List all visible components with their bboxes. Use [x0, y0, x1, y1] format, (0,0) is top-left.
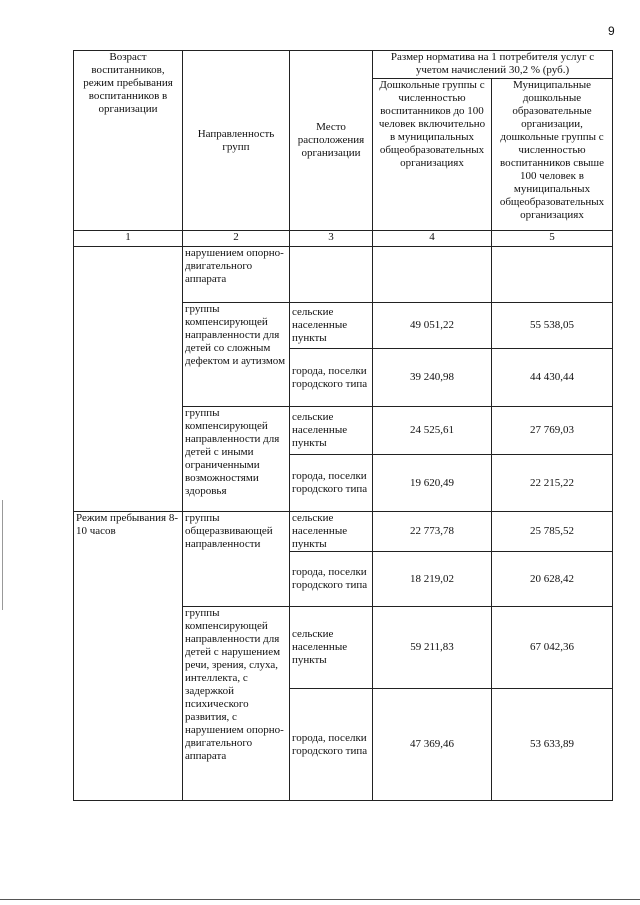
value-autism-rural-4: 49 051,22	[373, 303, 492, 349]
col-number-5: 5	[492, 231, 613, 247]
col-number-1: 1	[74, 231, 183, 247]
value-empty-5	[492, 247, 613, 303]
header-col4: Дошкольные группы с численностью воспитанников до 100 человек включительно в муниципальных общеобразовательных организациях	[373, 79, 492, 231]
location-rural: сельские населенные пункты	[290, 512, 373, 552]
value-other-rural-4: 24 525,61	[373, 407, 492, 455]
direction-continued: нарушением опорно-двигательного аппарата	[183, 247, 290, 303]
page-number: 9	[608, 24, 615, 38]
norm-table	[73, 50, 613, 801]
col-number-3: 3	[290, 231, 373, 247]
location-urban: города, поселки городского типа	[290, 552, 373, 607]
header-location: Место расположения организации	[290, 51, 373, 231]
value-general-urban-4: 18 219,02	[373, 552, 492, 607]
mode-8-10-hours: Режим пребывания 8-10 часов	[74, 512, 183, 801]
value-speech-urban-4: 47 369,46	[373, 689, 492, 801]
scan-bottom-line	[0, 899, 640, 900]
direction-speech: группы компенсирующей направленности для детей с нарушением речи, зрения, слуха, интеллекта, с задержкой психического развития, с нарушением опорно-двигательного аппарата	[183, 607, 290, 801]
location-urban: города, поселки городского типа	[290, 455, 373, 512]
value-autism-rural-5: 55 538,05	[492, 303, 613, 349]
location-rural: сельские населенные пункты	[290, 407, 373, 455]
location-urban: города, поселки городского типа	[290, 349, 373, 407]
header-norm-group: Размер норматива на 1 потребителя услуг с учетом начислений 30,2 % (руб.)	[373, 51, 613, 79]
header-direction: Направленность групп	[183, 51, 290, 231]
value-autism-urban-4: 39 240,98	[373, 349, 492, 407]
col-number-2: 2	[183, 231, 290, 247]
header-col5: Муниципальные дошкольные образовательные организации, дошкольные группы с численностью воспитанников свыше 100 человек в муниципальных общеобразовательных организациях	[492, 79, 613, 231]
value-other-rural-5: 27 769,03	[492, 407, 613, 455]
value-general-rural-5: 25 785,52	[492, 512, 613, 552]
col-number-4: 4	[373, 231, 492, 247]
direction-general: группы общеразвивающей направленности	[183, 512, 290, 607]
location-rural: сельские населенные пункты	[290, 607, 373, 689]
direction-other: группы компенсирующей направленности для детей с иными ограниченными возможностями здоровья	[183, 407, 290, 512]
direction-autism: группы компенсирующей направленности для детей со сложным дефектом и аутизмом	[183, 303, 290, 407]
location-urban: города, поселки городского типа	[290, 689, 373, 801]
scan-edge-mark	[2, 500, 3, 610]
age-cell-empty	[74, 247, 183, 512]
value-general-urban-5: 20 628,42	[492, 552, 613, 607]
value-autism-urban-5: 44 430,44	[492, 349, 613, 407]
value-empty-4	[373, 247, 492, 303]
location-rural: сельские населенные пункты	[290, 303, 373, 349]
location-empty	[290, 247, 373, 303]
value-speech-urban-5: 53 633,89	[492, 689, 613, 801]
value-speech-rural-4: 59 211,83	[373, 607, 492, 689]
value-speech-rural-5: 67 042,36	[492, 607, 613, 689]
header-age: Возраст воспитанников, режим пребывания воспитанников в организации	[74, 51, 183, 231]
value-other-urban-5: 22 215,22	[492, 455, 613, 512]
value-other-urban-4: 19 620,49	[373, 455, 492, 512]
value-general-rural-4: 22 773,78	[373, 512, 492, 552]
